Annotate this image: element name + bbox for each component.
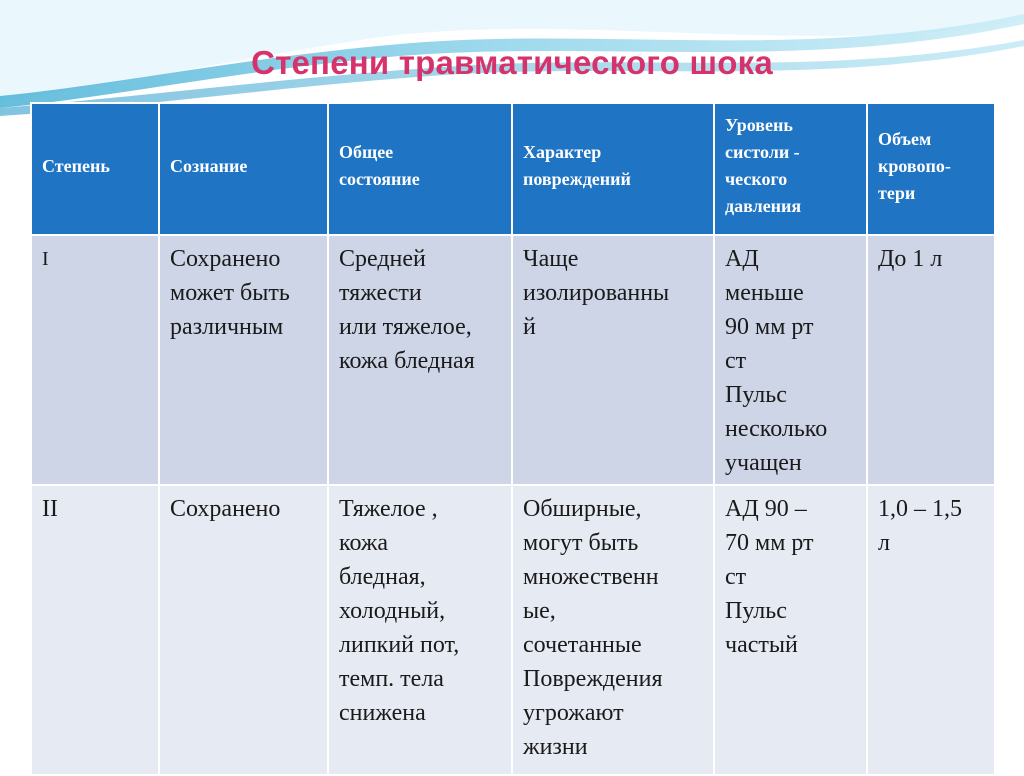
cell-consciousness: Сохранено может быть различным <box>159 235 328 485</box>
cell-blood-loss: До 1 л <box>867 235 995 485</box>
table-header <box>31 103 995 235</box>
header-general-state: Общее состояние <box>328 103 512 235</box>
cell-degree: II <box>31 485 159 775</box>
cell-degree: I <box>31 235 159 485</box>
table-row <box>31 235 995 485</box>
table-header-row <box>31 103 995 235</box>
cell-general-state: Средней тяжести или тяжелое, кожа бледная <box>328 235 512 485</box>
slide-title: Степени травматического шока <box>251 44 773 82</box>
cell-systolic-pressure: АД 90 – 70 мм рт ст Пульс частый <box>714 485 867 775</box>
header-degree: Степень <box>31 103 159 235</box>
cell-injury-type: Чаще изолированны й <box>512 235 714 485</box>
header-systolic-pressure: Уровень систоли - ческого давления <box>714 103 867 235</box>
cell-general-state: Тяжелое , кожа бледная, холодный, липкий пот, темп. тела снижена <box>328 485 512 775</box>
header-blood-loss: Объем кровопо- тери <box>867 103 995 235</box>
cell-systolic-pressure: АД меньше 90 мм рт ст Пульс несколько учащен <box>714 235 867 485</box>
header-consciousness: Сознание <box>159 103 328 235</box>
cell-consciousness: Сохранено <box>159 485 328 775</box>
shock-degrees-table <box>30 102 996 776</box>
header-injury-type: Характер повреждений <box>512 103 714 235</box>
cell-injury-type: Обширные, могут быть множественн ые, сочетанные Повреждения угрожают жизни <box>512 485 714 775</box>
table-row <box>31 485 995 775</box>
cell-blood-loss: 1,0 – 1,5 л <box>867 485 995 775</box>
